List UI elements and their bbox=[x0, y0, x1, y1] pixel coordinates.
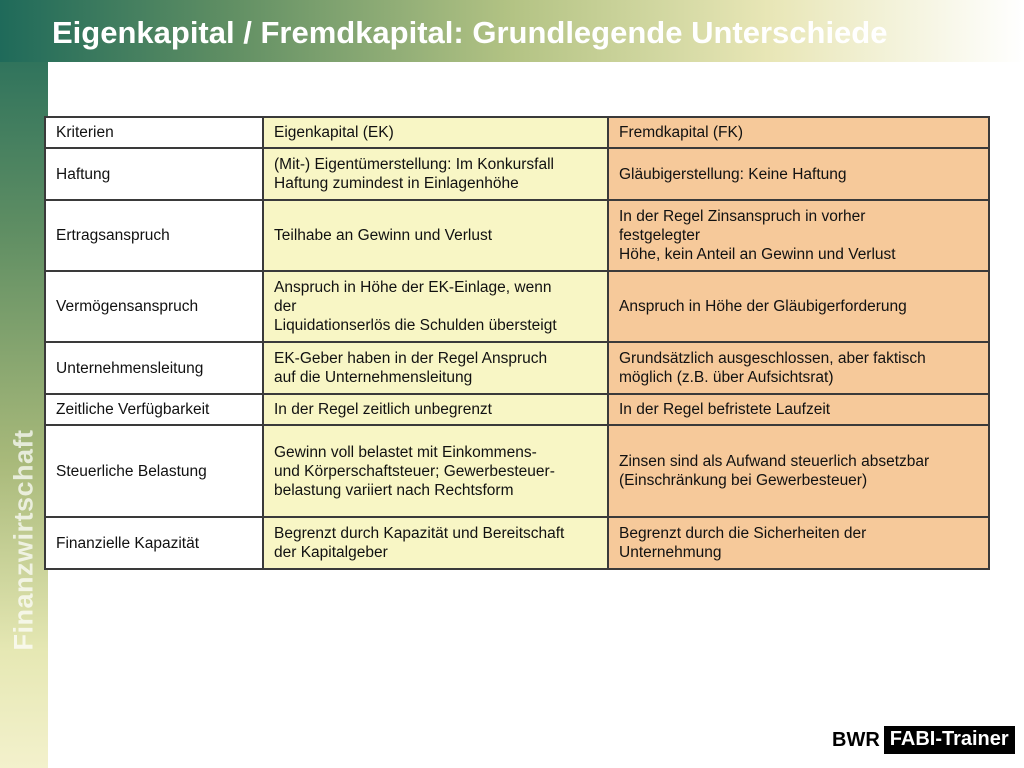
fk-cell: Anspruch in Höhe der Gläubigerforderung bbox=[608, 271, 989, 342]
ek-cell: Teilhabe an Gewinn und Verlust bbox=[263, 200, 608, 271]
table-row bbox=[45, 425, 989, 517]
table-header-row bbox=[45, 117, 989, 148]
bwr-fabi-logo bbox=[832, 726, 1015, 754]
criterion-cell: Ertragsanspruch bbox=[45, 200, 263, 271]
ek-cell: (Mit-) Eigentümerstellung: Im Konkursfall Haftung zumindest in Einlagenhöhe bbox=[263, 148, 608, 200]
ek-cell: EK-Geber haben in der Regel Anspruch auf die Unternehmensleitung bbox=[263, 342, 608, 394]
criterion-cell: Unternehmensleitung bbox=[45, 342, 263, 394]
table-row bbox=[45, 148, 989, 200]
table-row bbox=[45, 517, 989, 569]
fk-cell: Begrenzt durch die Sicherheiten der Unternehmung bbox=[608, 517, 989, 569]
fk-cell: Grundsätzlich ausgeschlossen, aber faktisch möglich (z.B. über Aufsichtsrat) bbox=[608, 342, 989, 394]
comparison-table bbox=[44, 116, 990, 570]
criterion-cell: Haftung bbox=[45, 148, 263, 200]
table-row bbox=[45, 394, 989, 425]
logo-fabi-text: FABI-Trainer bbox=[884, 726, 1015, 754]
fk-cell: Gläubigerstellung: Keine Haftung bbox=[608, 148, 989, 200]
fk-cell: Zinsen sind als Aufwand steuerlich absetzbar (Einschränkung bei Gewerbesteuer) bbox=[608, 425, 989, 517]
table-row bbox=[45, 342, 989, 394]
criterion-cell: Finanzielle Kapazität bbox=[45, 517, 263, 569]
criterion-cell: Steuerliche Belastung bbox=[45, 425, 263, 517]
slide-title: Eigenkapital / Fremdkapital: Grundlegende Unterschiede bbox=[52, 15, 888, 50]
fk-cell: In der Regel Zinsanspruch in vorher festgelegter Höhe, kein Anteil an Gewinn und Verlust bbox=[608, 200, 989, 271]
table-row bbox=[45, 200, 989, 271]
table-row bbox=[45, 271, 989, 342]
ek-cell: Anspruch in Höhe der EK-Einlage, wenn der Liquidationserlös die Schulden übersteigt bbox=[263, 271, 608, 342]
sidebar-label: Finanzwirtschaft bbox=[8, 429, 39, 651]
header-cell-fk: Fremdkapital (FK) bbox=[608, 117, 989, 148]
ek-cell: Gewinn voll belastet mit Einkommens- und Körperschaftsteuer; Gewerbesteuer- belastung variiert nach Rechtsform bbox=[263, 425, 608, 517]
header-cell-kriterien: Kriterien bbox=[45, 117, 263, 148]
criterion-cell: Vermögensanspruch bbox=[45, 271, 263, 342]
fk-cell: In der Regel befristete Laufzeit bbox=[608, 394, 989, 425]
header-cell-ek: Eigenkapital (EK) bbox=[263, 117, 608, 148]
sidebar-band bbox=[0, 0, 48, 768]
logo-bwr-text: BWR bbox=[832, 728, 880, 751]
criterion-cell: Zeitliche Verfügbarkeit bbox=[45, 394, 263, 425]
header-band bbox=[0, 0, 1024, 62]
ek-cell: Begrenzt durch Kapazität und Bereitschaft der Kapitalgeber bbox=[263, 517, 608, 569]
ek-cell: In der Regel zeitlich unbegrenzt bbox=[263, 394, 608, 425]
